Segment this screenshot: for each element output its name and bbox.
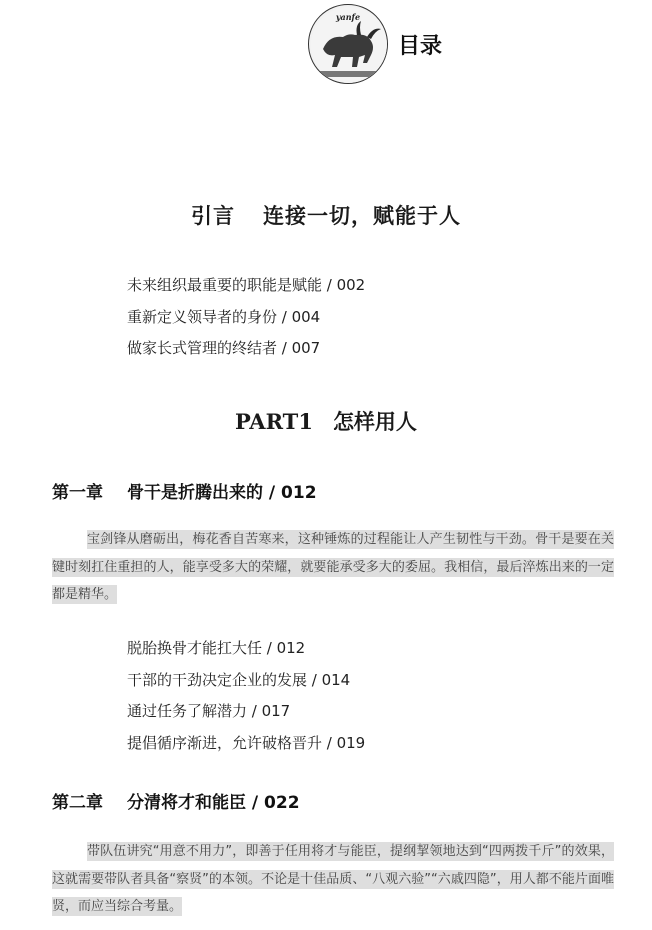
chapter-title: 骨干是折腾出来的 / 012 bbox=[127, 483, 317, 503]
intro-label: 引言 bbox=[191, 203, 235, 228]
intro-title: 连接一切，赋能于人 bbox=[263, 203, 461, 228]
bull-logo bbox=[308, 4, 388, 84]
chapter-label: 第一章 bbox=[52, 483, 103, 503]
chapter-summary bbox=[52, 838, 614, 921]
toc-entry[interactable]: 干部的干劲决定企业的发展 / 014 bbox=[127, 670, 351, 689]
toc-entry[interactable]: 做家长式管理的终结者 / 007 bbox=[127, 339, 321, 357]
intro-heading bbox=[0, 200, 652, 230]
part-label: PART1 bbox=[235, 409, 313, 434]
toc-entry[interactable]: 提倡循序渐进，允许破格晋升 / 019 bbox=[127, 733, 366, 752]
part-heading bbox=[0, 406, 652, 436]
chapter-heading[interactable] bbox=[52, 788, 300, 813]
chapter-entry-list bbox=[127, 633, 365, 759]
intro-entry-list bbox=[127, 270, 365, 365]
chapter-summary-text: 带队伍讲究“用意不用力”，即善于任用将才与能臣，提纲挈领地达到“四两拨千斤”的效果，这就需要带队者具备“察贤”的本领。不论是十佳品质、“八观六验”“六戚四隐”，用人都不能片面唯贤，而应当综合考量。 bbox=[52, 844, 614, 914]
header bbox=[308, 4, 442, 84]
chapter-summary bbox=[52, 526, 614, 609]
toc-entry[interactable]: 重新定义领导者的身份 / 004 bbox=[127, 307, 321, 326]
chapter-title: 分清将才和能臣 / 022 bbox=[127, 793, 300, 813]
toc-entry[interactable]: 脱胎换骨才能扛大任 / 012 bbox=[127, 639, 306, 657]
chapter-heading[interactable] bbox=[52, 478, 317, 503]
toc-entry[interactable]: 通过任务了解潜力 / 017 bbox=[127, 702, 291, 720]
page-title: 目录 bbox=[398, 33, 443, 59]
logo-text: yanfe bbox=[335, 12, 361, 22]
toc-entry[interactable]: 未来组织最重要的职能是赋能 / 002 bbox=[127, 276, 366, 294]
part-title: 怎样用人 bbox=[332, 409, 417, 434]
chapter-summary-text: 宝剑锋从磨砺出，梅花香自苦寒来，这种锤炼的过程能让人产生韧性与干劲。骨干是要在关键时刻扛住重担的人，能享受多大的荣耀，就要能承受多大的委屈。我相信，最后淬炼出来的一定都是精华。 bbox=[52, 532, 614, 602]
chapter-label: 第二章 bbox=[52, 793, 103, 813]
